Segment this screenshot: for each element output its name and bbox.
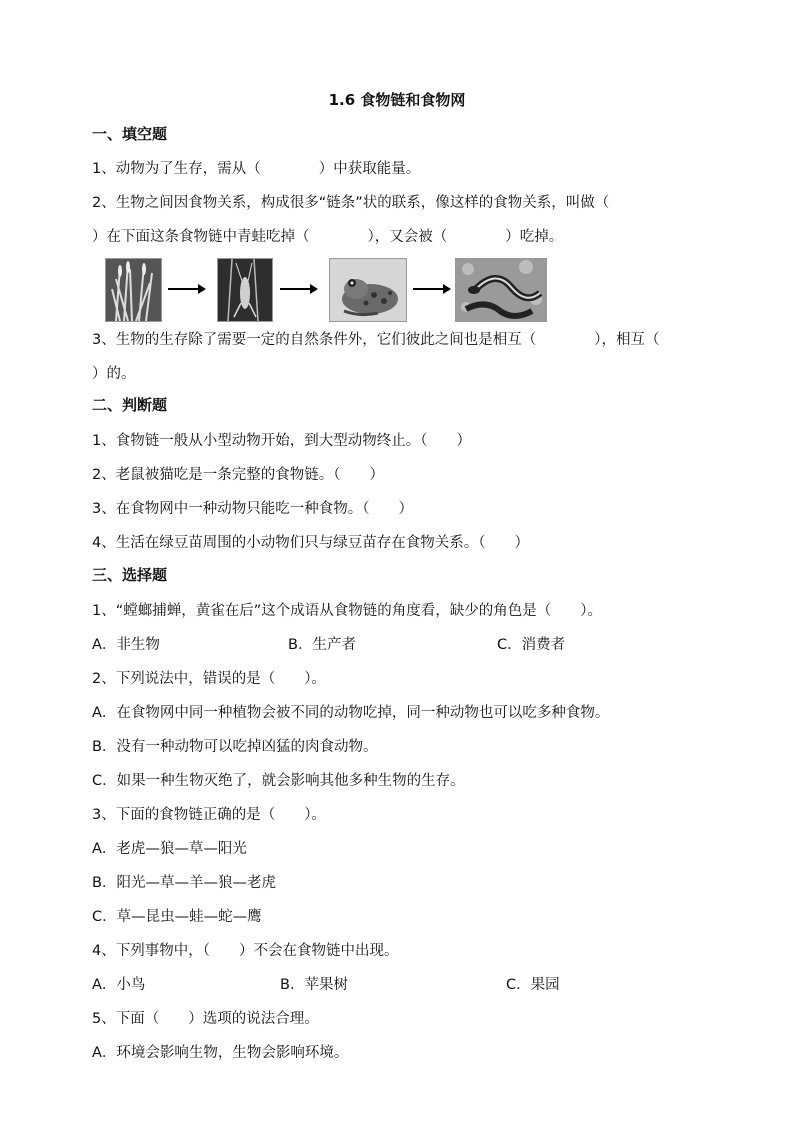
choice-question-1: 1、“螳螂捕蝉，黄雀在后”这个成语从食物链的角度看，缺少的角色是（ ）。 xyxy=(92,603,602,619)
choice-2-option-a: A．在食物网中同一种植物会被不同的动物吃掉，同一种动物也可以吃多种食物。 xyxy=(92,705,610,721)
choice-5-option-a: A．环境会影响生物，生物会影响环境。 xyxy=(92,1045,349,1061)
choice-question-2: 2、下列说法中，错误的是（ ）。 xyxy=(92,671,326,687)
choice-3-option-c: C．草—昆虫—蛙—蛇—鹰 xyxy=(92,909,262,925)
fill-question-3-cont: ）的。 xyxy=(92,366,136,382)
fill-question-2: 2、生物之间因食物关系，构成很多“链条”状的联系，像这样的食物关系，叫做（ xyxy=(92,195,610,211)
fill-question-3: 3、生物的生存除了需要一定的自然条件外，它们彼此之间也是相互（ ），相互（ xyxy=(92,332,660,348)
arrow-right-icon xyxy=(168,288,204,290)
grass-icon xyxy=(105,258,162,322)
snake-icon xyxy=(455,258,547,322)
choice-4-option-c: C．果园 xyxy=(506,977,560,993)
choice-1-option-b: B．生产者 xyxy=(288,637,356,653)
section-judge-heading: 二、判断题 xyxy=(92,396,168,414)
page-title: 1.6 食物链和食物网 xyxy=(328,91,466,109)
fill-question-1: 1、动物为了生存，需从（ ）中获取能量。 xyxy=(92,161,421,177)
choice-question-4: 4、下列事物中，（ ）不会在食物链中出现。 xyxy=(92,943,399,959)
choice-question-5: 5、下面（ ）选项的说法合理。 xyxy=(92,1011,319,1027)
judge-question-2: 2、老鼠被猫吃是一条完整的食物链。（ ） xyxy=(92,467,384,483)
fill-question-2-cont: ）在下面这条食物链中青蛙吃掉（ ），又会被（ ）吃掉。 xyxy=(92,229,564,245)
judge-question-3: 3、在食物网中一种动物只能吃一种食物。（ ） xyxy=(92,501,413,517)
judge-question-1: 1、食物链一般从小型动物开始，到大型动物终止。（ ） xyxy=(92,433,471,449)
choice-4-option-a: A．小鸟 xyxy=(92,977,146,993)
choice-3-option-b: B．阳光—草—羊—狼—老虎 xyxy=(92,875,276,891)
choice-question-3: 3、下面的食物链正确的是（ ）。 xyxy=(92,807,326,823)
choice-4-option-b: B．苹果树 xyxy=(280,977,348,993)
frog-icon xyxy=(329,258,407,322)
choice-2-option-b: B．没有一种动物可以吃掉凶猛的肉食动物。 xyxy=(92,739,378,755)
section-choice-heading: 三、选择题 xyxy=(92,566,168,584)
choice-2-option-c: C．如果一种生物灭绝了，就会影响其他多种生物的生存。 xyxy=(92,773,465,789)
grasshopper-icon xyxy=(217,258,273,322)
judge-question-4: 4、生活在绿豆苗周围的小动物们只与绿豆苗存在食物关系。（ ） xyxy=(92,535,529,551)
arrow-right-icon xyxy=(280,288,316,290)
arrow-right-icon xyxy=(413,288,449,290)
section-fill-heading: 一、填空题 xyxy=(92,125,168,143)
choice-1-option-a: A．非生物 xyxy=(92,637,160,653)
choice-3-option-a: A．老虎—狼—草—阳光 xyxy=(92,841,247,857)
choice-1-option-c: C．消费者 xyxy=(497,637,566,653)
